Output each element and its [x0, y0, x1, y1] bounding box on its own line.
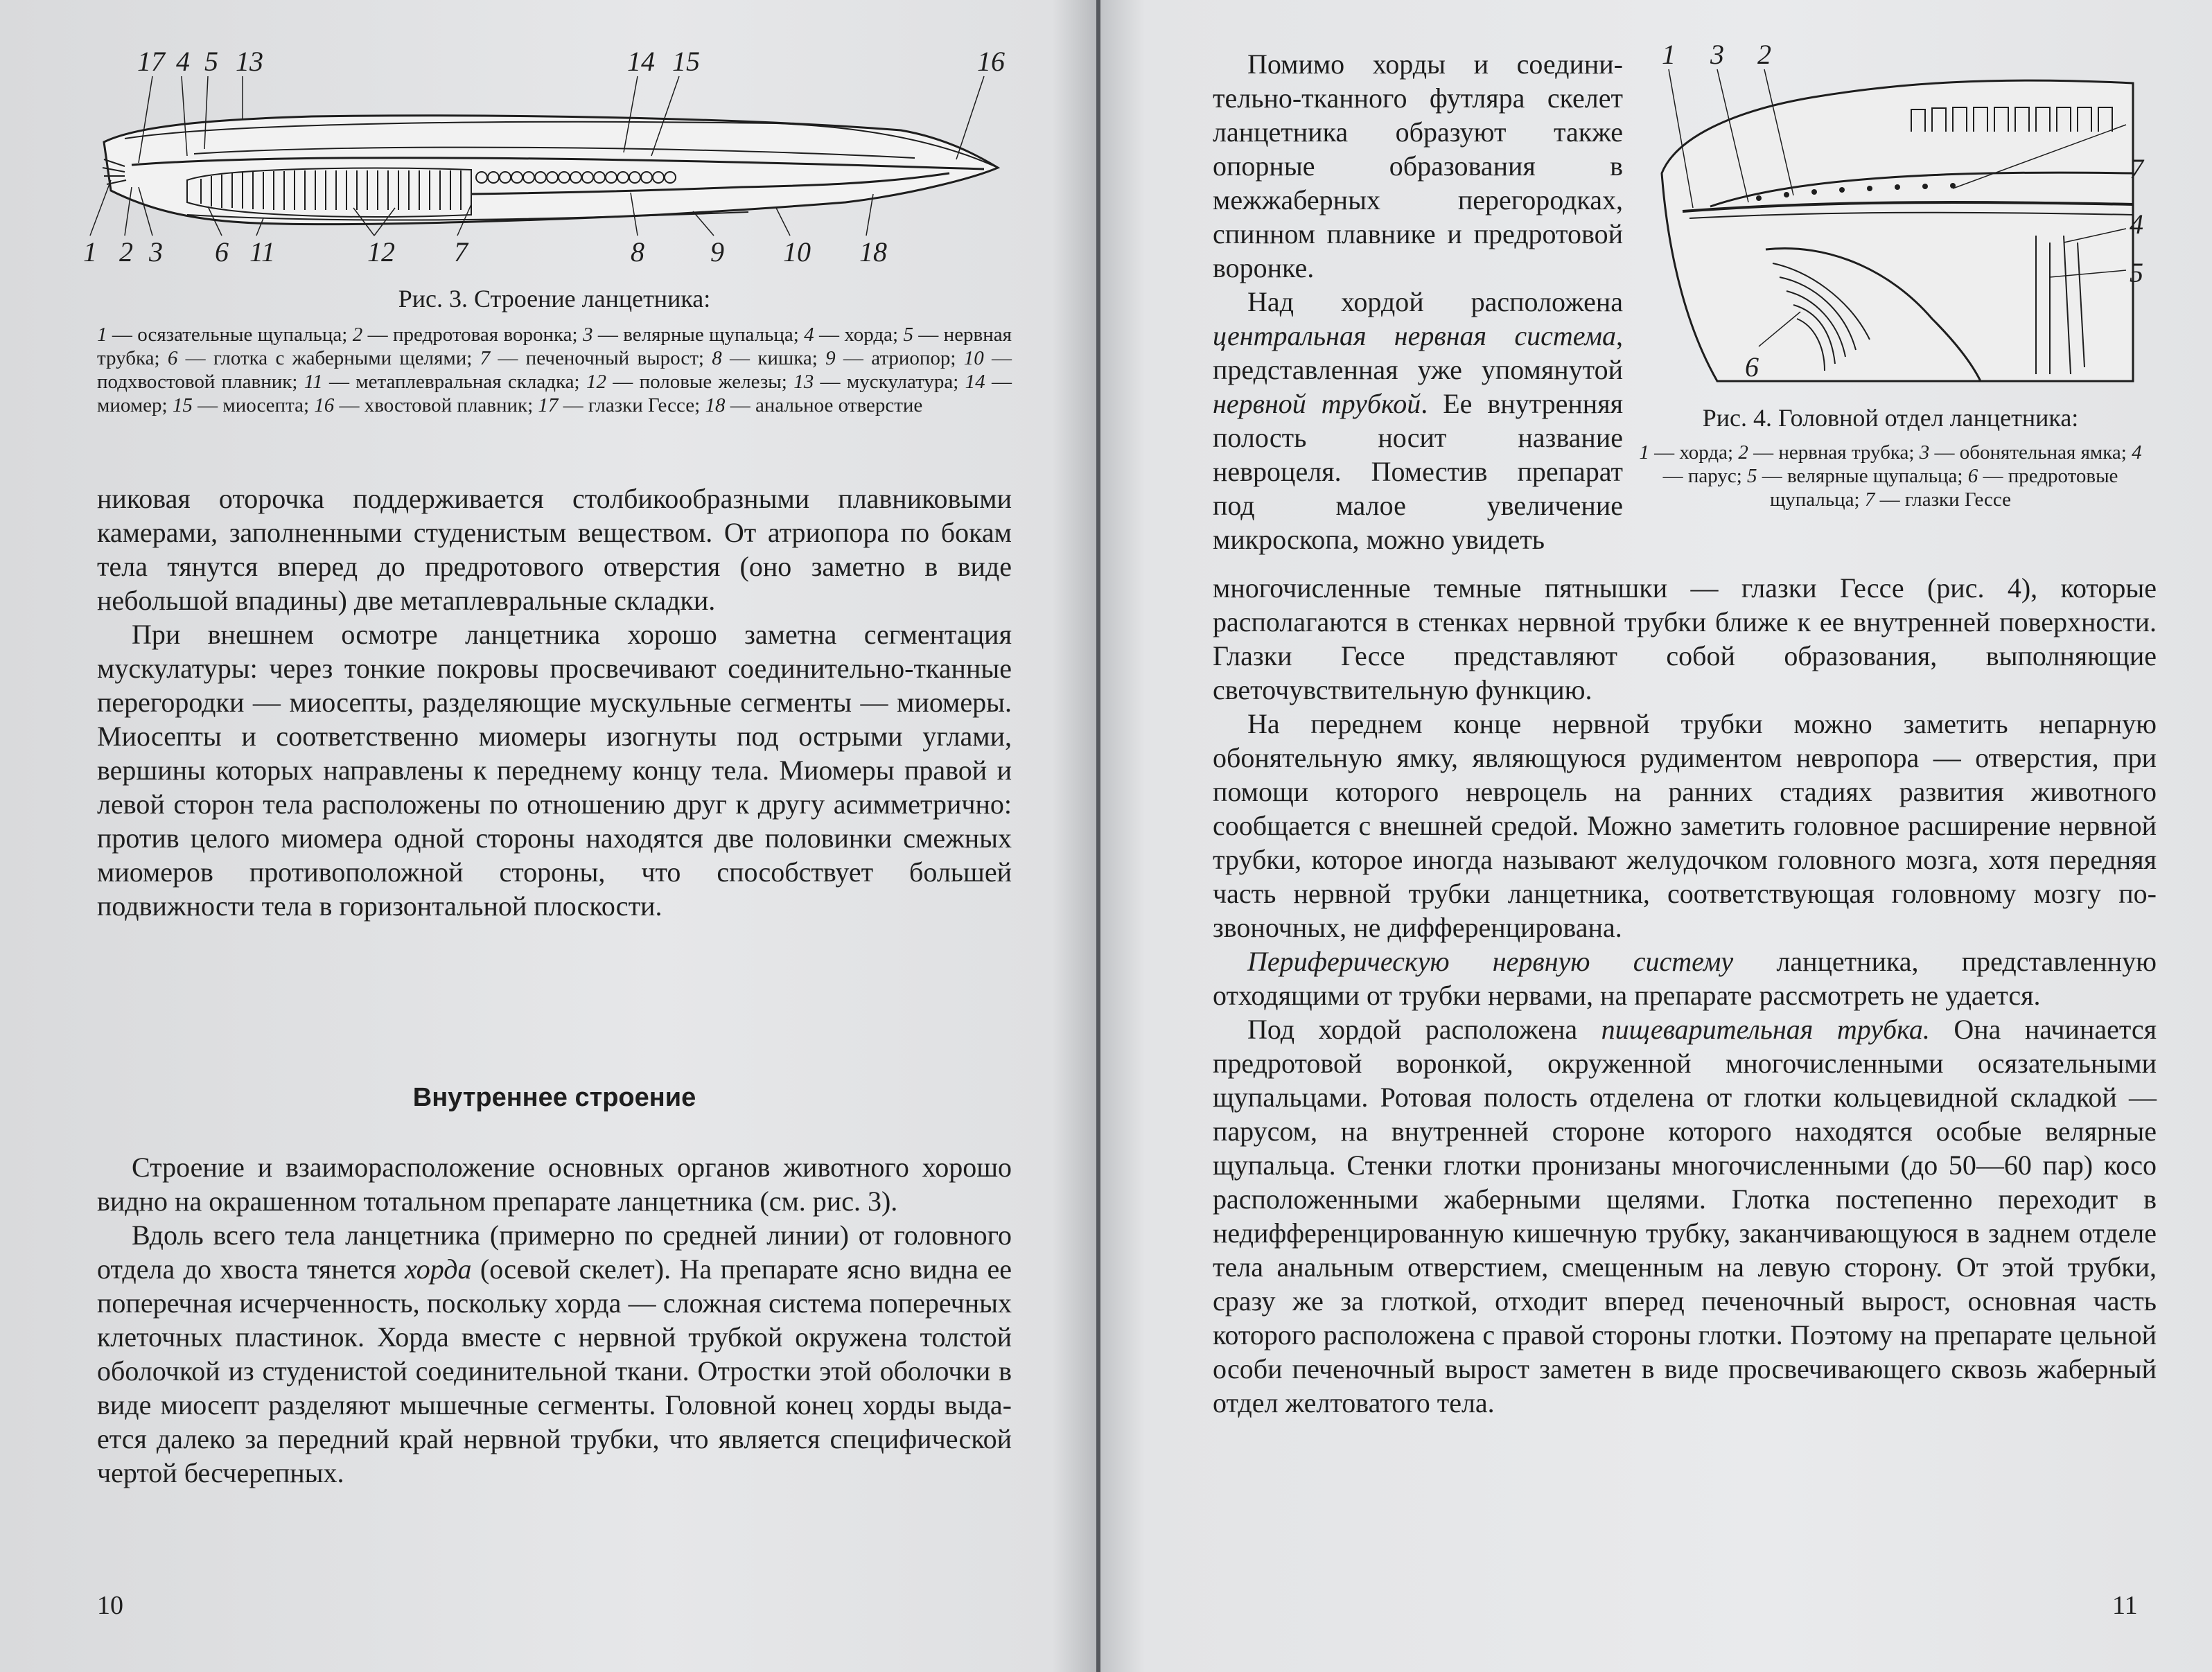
fig3-label-17: 17 [137, 46, 165, 77]
fig3-label-1: 1 [83, 236, 97, 267]
fig3-label-11: 11 [249, 236, 276, 267]
fig3-legend-item-11: 11 — метаплевральная складка; [304, 371, 586, 393]
fig3-label-6: 6 [215, 236, 229, 267]
fig4-legend-item-7: 7 — глазки Гессе [1864, 489, 2012, 511]
paragraph-peripheral-nervous: Периферическую нервную систему ланцетника, представленную отходящими от трубки нервами, на препарате рассмотреть не удается. [1213, 946, 2157, 1011]
left-page [0, 0, 1096, 1672]
figure-4-legend [1634, 441, 2147, 511]
paragraph-digestive: Под хордой расположена пищеварительная трубка. Она начинается предротовой воронкой, окруженной многочисленными осязательными щупальцами. Ротовая полость отделена от глотки кольцевидной складкой — парусом, на внутренней стороне которого находятся особые велярные щупальца. Стенки глотки пронизаны многочисленными (до 50—60 пар) косо расположенными жаберными щелями. Глотка постепенно переходит в недифференцированную кишечную трубку, заканчивающуюся в заднем отделе тела анальным отверстием, смещенным на левую сторону. От этой трубки, сразу же за глоткой, отходит вперед печеночный вырост, основная часть которого расположена с правой стороны глотки. Поэтому на препарате цельной особи печеночный вырост заметен в виде просвечивающего сквозь жаберный отдел желтоватого тела. [1213, 1014, 2157, 1418]
fig4-label-1: 1 [1662, 39, 1676, 70]
fig3-label-7: 7 [454, 236, 468, 267]
fig3-legend-item-3: 3 — велярные щупальца; [582, 324, 805, 346]
fig4-label-6: 6 [1745, 351, 1759, 382]
fig3-label-2: 2 [119, 236, 133, 267]
fig4-legend-item-2: 2 — нервная трубка; [1738, 441, 1920, 464]
paragraph-hesse-eyes: многочисленные темные пятнышки — глазки Гессе (рис. 4), которые располагаются в стенках нервной трубки ближе к ее внутренней поверхности. Глазки Гессе представляют собой образования, выполняющие светочувствительную функцию. [1213, 572, 2157, 705]
fig3-legend-item-18: 18 — анальное отверстие [705, 394, 923, 416]
fig3-legend-item-17: 17 — глазки Гессе; [538, 394, 705, 416]
right-text-block-main [1213, 571, 2157, 1420]
fig3-label-4: 4 [176, 46, 190, 77]
fig3-legend-item-9: 9 — атриопор; [825, 347, 964, 369]
figure-3-caption-title: Рис. 3. Строение ланцетника: [398, 285, 711, 313]
fig4-label-4: 4 [2130, 209, 2143, 240]
section-heading-internal-structure: Внутреннее строение [412, 1083, 696, 1112]
fig3-legend-item-1: 1 — осязательные щупальца; [97, 324, 353, 346]
fig3-legend-item-4: 4 — хорда; [804, 324, 904, 346]
fig3-legend-item-15: 15 — миосепта; [172, 394, 315, 416]
paragraph-cns: Над хордой расположена центральная нервная система, представленная уже упомянутой нервной трубкой. Ее внутренняя полость носит название невроцеля. Поместив препарат под малое увеличение микроскопа, можно увидеть [1213, 286, 1623, 555]
fig3-label-18: 18 [859, 236, 887, 267]
paragraph-notochord: Вдоль всего тела ланцетника (примерно по средней линии) от головного отдела до хвоста тянется хорда (осевой скелет). На препарате ясно видна ее поперечная исчерченность, поскольку хорда — сложная система поперечных клеточных пластинок. Хорда вместе с нервной трубкой окружена толстой оболочкой из студенистой соединительной ткани. Отростки этой оболочки в виде миосепт разделяют мышечные сегменты. Головной конец хорды выдается далеко за передний край нервной трубки, что является специфической чертой бесчерепных. [97, 1220, 1012, 1488]
fig3-label-14: 14 [627, 46, 655, 77]
lancelet-head-drawing [1648, 42, 2147, 388]
body-outline [104, 116, 998, 225]
fig4-label-7: 7 [2130, 153, 2143, 184]
fig3-legend-item-13: 13 — мускулатура; [793, 371, 965, 393]
paragraph-total-preparation: Строение и взаиморасположение основных органов животного хорошо видно на окрашенном тотальном препарате ланцетника (см. рис. 3). [97, 1152, 1012, 1217]
fig3-legend-item-2: 2 — предротовая воронка; [352, 324, 583, 346]
fig4-legend-item-1: 1 — хорда; [1639, 441, 1739, 464]
left-text-block-1 [97, 482, 1012, 923]
fig3-label-12: 12 [367, 236, 395, 267]
right-text-column [1213, 47, 1623, 556]
fig3-legend-item-7: 7 — печеночный вырост; [480, 347, 712, 369]
page-number-right: 11 [2112, 1591, 2138, 1620]
fig4-legend-item-6: 6 — предротовые щупальца; [1769, 465, 2118, 511]
fig3-legend-item-12: 12 — половые железы; [586, 371, 794, 393]
left-text-block-2 [97, 1150, 1012, 1490]
fig4-legend-item-4: 4 — парус; [1662, 441, 2142, 487]
head-outline [1662, 80, 2133, 381]
figure-3-legend [97, 323, 1012, 417]
fig3-legend-item-5: 5 — нервная трубка; [97, 324, 1012, 369]
fig4-label-2: 2 [1757, 39, 1771, 70]
fig3-legend-item-10: 10 — подхвостовой плавник; [97, 347, 1012, 393]
fig3-legend-item-14: 14 — миомер; [97, 371, 1012, 416]
fig3-label-5: 5 [204, 46, 218, 77]
figure-4-head-diagram [1648, 39, 2147, 388]
paragraph-dorsal-fin: никовая оторочка поддерживается столбикообразными плавниковыми камерами, заполненными студенистым веществом. От атриопора по бокам тела тянутся вперед до предротового отверстия (оно заметно в виде небольшой впадины) две метаплевральные складки. [97, 483, 1012, 616]
fig3-label-15: 15 [672, 46, 700, 77]
figure-3-lancelet-diagram [83, 42, 1012, 270]
page-number-left: 10 [97, 1591, 123, 1620]
fig3-legend-item-16: 16 — хвостовой плавник; [314, 394, 538, 416]
fig3-legend-item-8: 8 — кишка; [712, 347, 826, 369]
fig4-legend-item-5: 5 — велярные щупальца; [1747, 465, 1968, 487]
fig4-label-3: 3 [1710, 39, 1724, 70]
paragraph-skeleton: Помимо хорды и соединительно-тканного футляра скелет ланцетника образуют также опорные образования в межжаберных перегородках, спинном плавнике и предротовой воронке. [1213, 49, 1623, 283]
fig3-label-16: 16 [977, 46, 1005, 77]
fig3-label-13: 13 [236, 46, 263, 77]
fig3-label-9: 9 [710, 236, 724, 267]
right-page [1100, 0, 2212, 1672]
fig4-label-5: 5 [2130, 257, 2143, 288]
fig3-label-8: 8 [631, 236, 644, 267]
fig4-legend-item-3: 3 — обонятельная ямка; [1919, 441, 2132, 464]
fig3-label-3: 3 [149, 236, 163, 267]
figure-4-caption-title: Рис. 4. Головной отдел ланцетника: [1702, 404, 2079, 432]
paragraph-segmentation: При внешнем осмотре ланцетника хорошо заметна сегментация мускулатуры: через тонкие покровы просвечивают соединительно-тканные перегородки — миосепты, разделяющие мускульные сегменты — миомеры. Миосепты и соответственно миомеры изогнуты под острыми углами, вершины которых направлены к переднему концу тела. Миомеры правой и левой сторон тела расположены по отношению друг к другу асимметрично: против целого миомера одной стороны находятся две половинки смежных миомеров противоположной стороны, что способствует большей подвижности тела в горизонтальной плоскости. [97, 619, 1012, 922]
paragraph-neuropore: На переднем конце нервной трубки можно заметить непарную обонятельную ямку, являющуюся рудиментом невропора — отверстия, при помощи которого невроцель на ранних стадиях развития животного сообщается с внешней средой. Можно заметить головное расширение нервной трубки, которое иногда называют желудочком головного мозга, хотя передняя часть нервной трубки ланцетника, соответствующая головному мозгу позвоночных, не дифференцирована. [1213, 708, 2157, 943]
fig3-label-10: 10 [783, 236, 811, 267]
fig3-legend-item-6: 6 — глотка с жаберными щелями; [167, 347, 480, 369]
